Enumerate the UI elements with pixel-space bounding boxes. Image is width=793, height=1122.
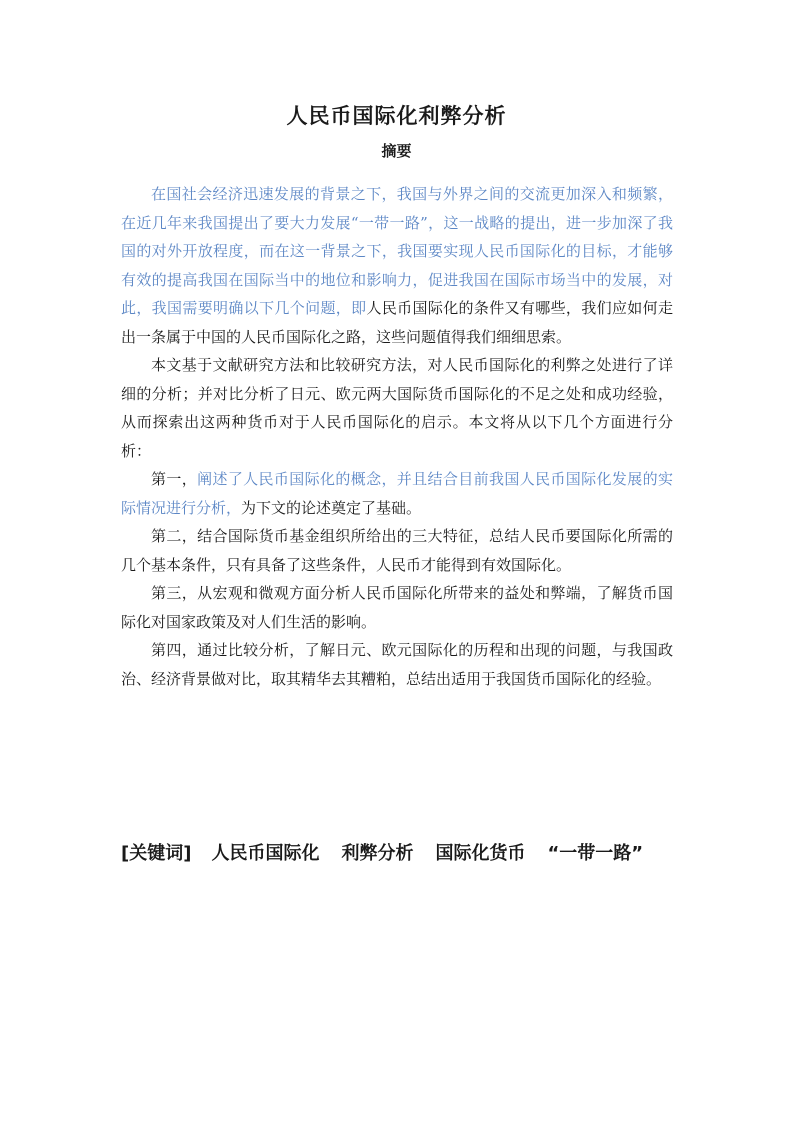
paragraph-text: 人民币国际化的条件又有哪些，我们应如何走出一条属于中国的人民币国际化之路，这些问题值得我们细细思索。	[121, 299, 673, 346]
abstract-body	[121, 180, 673, 693]
abstract-paragraph-5: 第三，从宏观和微观方面分析人民币国际化所带来的益处和弊端，了解货币国际化对国家政策及对人们生活的影响。	[121, 584, 673, 631]
abstract-heading: 摘要	[381, 142, 412, 160]
abstract-paragraph-4: 第二，结合国际货币基金组织所给出的三大特征，总结人民币要国际化所需的几个基本条件，只有具备了这些条件，人民币才能得到有效国际化。	[121, 527, 673, 574]
paragraph-suffix: 为下文的论述奠定了基础。	[241, 498, 422, 517]
abstract-paragraph-6: 第四，通过比较分析，了解日元、欧元国际化的历程和出现的问题，与我国政治、经济背景做对比，取其精华去其糟粕，总结出适用于我国货币国际化的经验。	[121, 641, 673, 688]
document-title: 人民币国际化利弊分析	[286, 104, 507, 128]
highlighted-text: 阐述了人民币国际化的概念，并且结合目前我国人民币国际化发展的实际情况进行分析，	[121, 470, 673, 517]
abstract-paragraph-2: 本文基于文献研究方法和比较研究方法，对人民币国际化的利弊之处进行了详细的分析；并对比分析了日元、欧元两大国际货币国际化的不足之处和成功经验，从而探索出这两种货币对于人民币国际化的启示。本文将从以下几个方面进行分析：	[121, 356, 673, 460]
abstract-paragraph-3	[121, 465, 673, 522]
highlighted-text: 在国社会经济迅速发展的背景之下，我国与外界之间的交流更加深入和频繁，在近几年来我国提出了要大力发展“一带一路”，这一战略的提出，进一步加深了我国的对外开放程度，而在这一背景之下，我国要实现人民币国际化的目标，才能够有效的提高我国在国际当中的地位和影响力，促进我国在国际市场当中的发展，对此，我国需要明确以下几个问题，即	[121, 185, 673, 317]
paragraph-prefix: 第一，	[151, 470, 198, 488]
keyword-item: “一带一路”	[547, 843, 644, 864]
abstract-paragraph-1	[121, 180, 673, 351]
keyword-item: 国际化货币	[435, 843, 526, 864]
keyword-item: 利弊分析	[341, 843, 414, 864]
keyword-item: 人民币国际化	[211, 843, 320, 864]
keywords-line	[121, 841, 681, 867]
keywords-label: [关键词]	[121, 843, 192, 864]
